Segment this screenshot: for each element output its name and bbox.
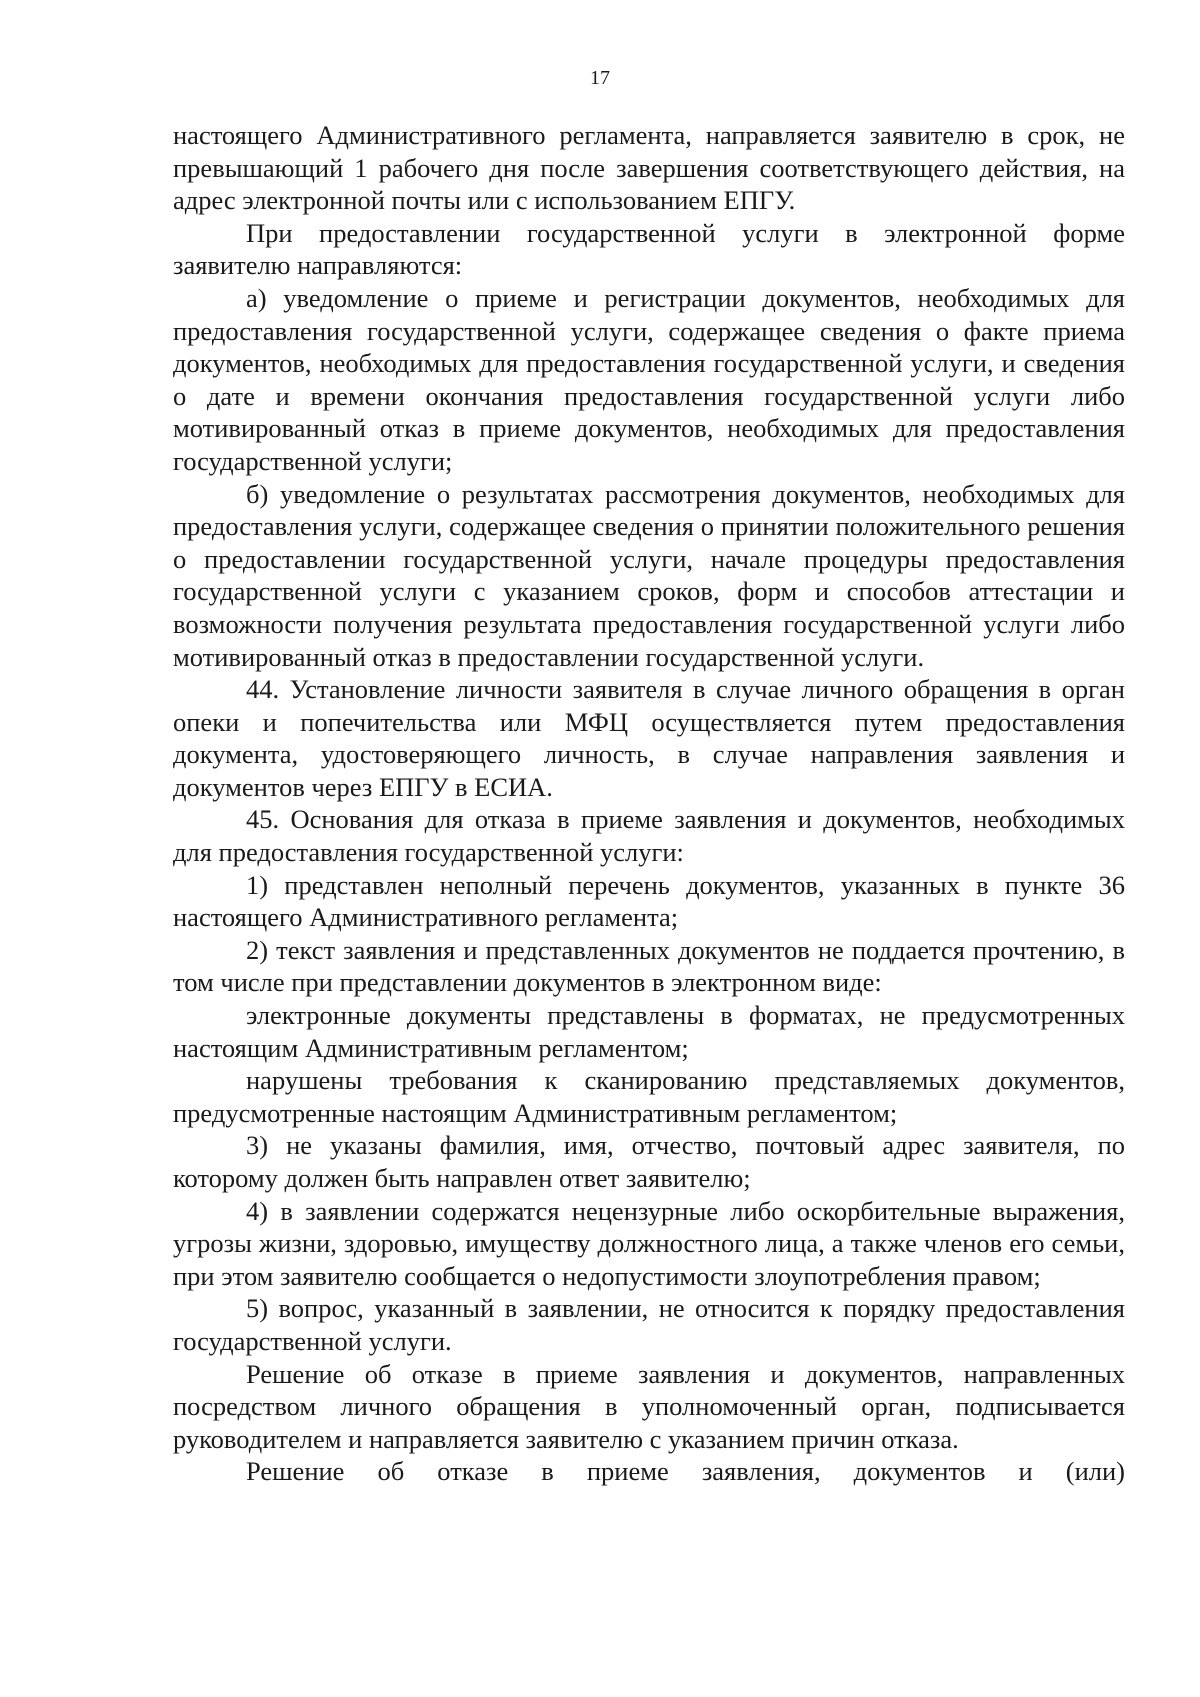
paragraph-6: 45. Основания для отказа в приеме заявления и документов, необходимых для предоставления государственной услуги:	[173, 804, 1125, 868]
paragraph-14: Решение об отказе в приеме заявления и документов, направленных посредством личного обращения в уполномоченный орган, подписывается руководителем и направляется заявителю с указанием причин отказа.	[173, 1358, 1125, 1454]
paragraph-7: 1) представлен неполный перечень документов, указанных в пункте 36 настоящего Административного регламента;	[173, 869, 1125, 933]
paragraph-4: б) уведомление о результатах рассмотрения документов, необходимых для предоставления услуги, содержащее сведения о принятии положительного решения о предоставлении государственной услуги, начале процедуры предоставления государственной услуги с указанием сроков, форм и способов аттестации и возможности получения результата предоставления государственной услуги либо мотивированный отказ в предоставлении государственной услуги.	[173, 478, 1125, 672]
paragraph-3: а) уведомление о приеме и регистрации документов, необходимых для предоставления государственной услуги, содержащее сведения о факте приема документов, необходимых для предоставления государственной услуги, и сведения о дате и времени окончания предоставления государственной услуги либо мотивированный отказ в приеме документов, необходимых для предоставления государственной услуги;	[173, 282, 1125, 476]
paragraph-10: нарушены требования к сканированию представляемых документов, предусмотренные настоящим Административным регламентом;	[173, 1065, 1125, 1128]
page-number: 17	[590, 67, 610, 89]
paragraph-12: 4) в заявлении содержатся нецензурные либо оскорбительные выражения, угрозы жизни, здоровью, имуществу должностного лица, а также членов его семьи, при этом заявителю сообщается о недопустимости злоупотребления правом;	[173, 1195, 1125, 1291]
paragraph-8: 2) текст заявления и представленных документов не поддается прочтению, в том числе при представлении документов в электронном виде:	[173, 934, 1125, 998]
paragraph-9: электронные документы представлены в форматах, не предусмотренных настоящим Административным регламентом;	[173, 1000, 1125, 1063]
paragraph-5: 44. Установление личности заявителя в случае личного обращения в орган опеки и попечительства или МФЦ осуществляется путем предоставления документа, удостоверяющего личность, в случае направления заявления и документов через ЕПГУ в ЕСИА.	[173, 674, 1125, 802]
paragraph-11: 3) не указаны фамилия, имя, отчество, почтовый адрес заявителя, по которому должен быть направлен ответ заявителю;	[173, 1130, 1125, 1193]
paragraph-2: При предоставлении государственной услуги в электронной форме заявителю направляются:	[173, 217, 1125, 281]
paragraph-13: 5) вопрос, указанный в заявлении, не относится к порядку предоставления государственной услуги.	[173, 1293, 1125, 1356]
document-body	[173, 119, 1125, 1488]
paragraph-1: настоящего Административного регламента, направляется заявителю в срок, не превышающий 1 рабочего дня после завершения соответствующего действия, на адрес электронной почты или с использованием ЕПГУ.	[173, 120, 1125, 216]
paragraph-15: Решение об отказе в приеме заявления, документов и (или)	[246, 1456, 1125, 1487]
